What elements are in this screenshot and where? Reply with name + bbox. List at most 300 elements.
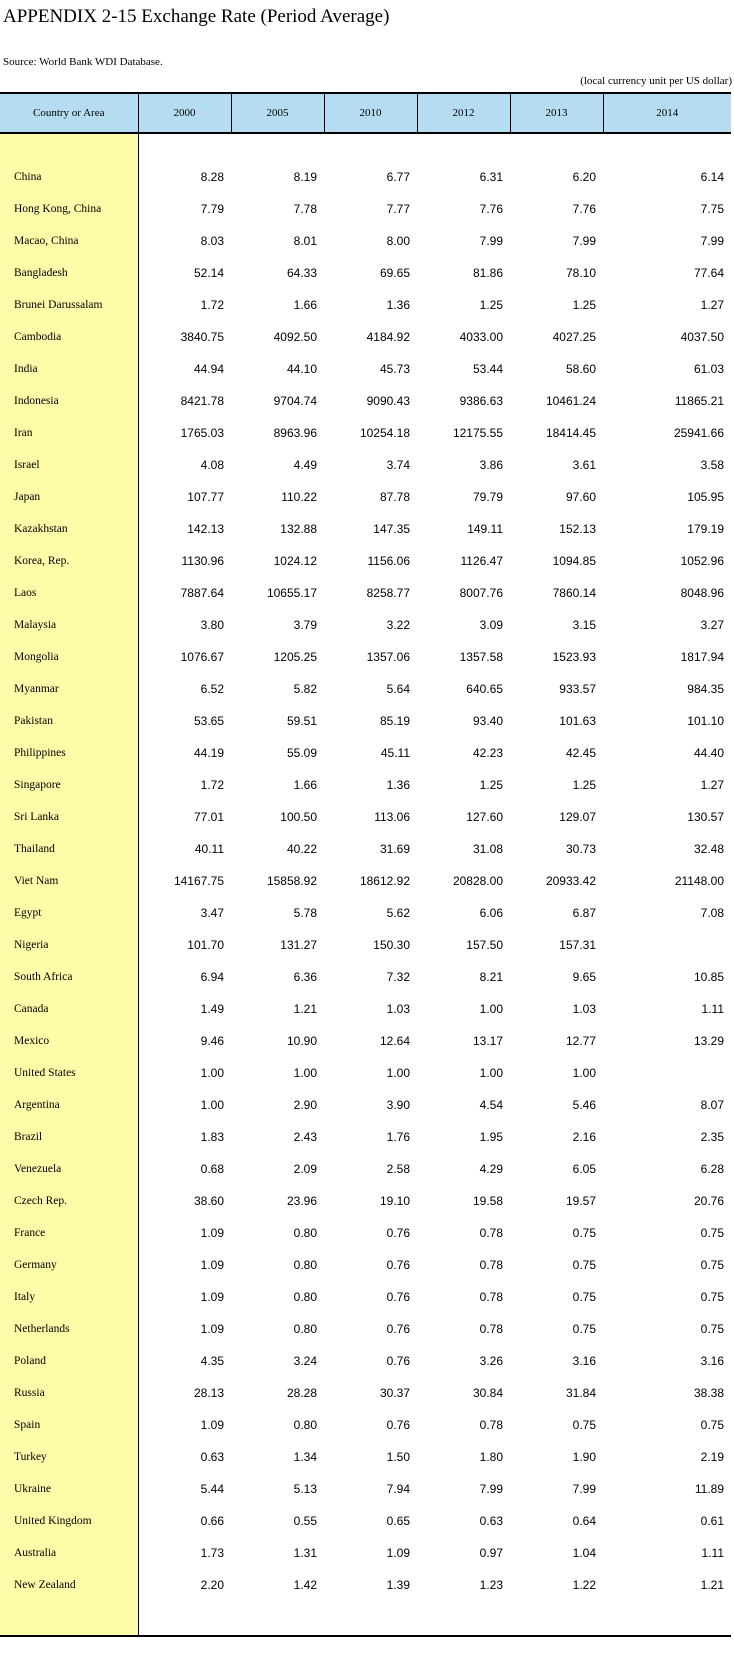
cell-value-2013: 933.57 — [559, 682, 596, 696]
cell-value-2010: 0.76 — [386, 1354, 410, 1368]
cell-country: Italy — [0, 1281, 138, 1313]
cell-value-2005: 55.09 — [286, 746, 317, 760]
table-row — [0, 257, 731, 289]
column-header-country: Country or Area — [0, 93, 138, 133]
column-header-2005: 2005 — [231, 93, 324, 133]
cell-value-2013: 31.84 — [565, 1386, 596, 1400]
table-row — [0, 1505, 731, 1537]
table-bottom-spacer — [0, 1601, 731, 1636]
column-header-2014: 2014 — [603, 93, 731, 133]
table-row — [0, 161, 731, 193]
cell-country: Viet Nam — [0, 865, 138, 897]
cell-country: Japan — [0, 481, 138, 513]
cell-value-2005: 5.13 — [293, 1482, 317, 1496]
cell-value-2000: 8.03 — [200, 234, 224, 248]
cell-value-2005: 1205.25 — [273, 650, 317, 664]
cell-value-2013: 12.77 — [565, 1034, 596, 1048]
cell-value-2014: 101.10 — [687, 714, 724, 728]
cell-value-2012: 12175.55 — [452, 426, 503, 440]
cell-value-2000: 3.47 — [200, 906, 224, 920]
cell-value-2005: 23.96 — [286, 1194, 317, 1208]
cell-value-2005: 2.90 — [293, 1098, 317, 1112]
cell-value-2000: 1.00 — [200, 1098, 224, 1112]
cell-value-2013: 1.04 — [572, 1546, 596, 1560]
cell-value-2014: 13.29 — [693, 1034, 724, 1048]
cell-value-2005: 6.36 — [293, 970, 317, 984]
cell-value-2012: 157.50 — [466, 938, 503, 952]
cell-value-2012: 6.31 — [479, 170, 503, 184]
table-row — [0, 609, 731, 641]
table-row — [0, 961, 731, 993]
column-header-2010: 2010 — [324, 93, 417, 133]
cell-value-2000: 1.73 — [200, 1546, 224, 1560]
cell-value-2005: 8963.96 — [273, 426, 317, 440]
cell-value-2000: 28.13 — [193, 1386, 224, 1400]
cell-value-2013: 18414.45 — [545, 426, 596, 440]
cell-value-2012: 149.11 — [467, 522, 503, 536]
table-row — [0, 641, 731, 673]
cell-value-2012: 93.40 — [472, 714, 503, 728]
cell-value-2010: 4184.92 — [366, 330, 410, 344]
cell-value-2005: 4.49 — [293, 458, 317, 472]
table-top-spacer — [0, 133, 731, 161]
cell-value-2010: 87.78 — [379, 490, 410, 504]
cell-value-2014: 1.21 — [700, 1578, 724, 1592]
cell-value-2013: 101.63 — [559, 714, 596, 728]
cell-value-2005: 9704.74 — [273, 394, 317, 408]
cell-value-2010: 8.00 — [386, 234, 410, 248]
cell-value-2014: 130.57 — [687, 810, 724, 824]
cell-country: Netherlands — [0, 1313, 138, 1345]
cell-value-2012: 4.54 — [479, 1098, 503, 1112]
cell-value-2012: 3.86 — [479, 458, 503, 472]
cell-value-2013: 7.99 — [572, 1482, 596, 1496]
cell-value-2014: 3.16 — [700, 1354, 724, 1368]
cell-value-2005: 0.80 — [293, 1322, 317, 1336]
cell-value-2005: 100.50 — [280, 810, 317, 824]
cell-value-2010: 85.19 — [379, 714, 410, 728]
cell-value-2010: 45.73 — [379, 362, 410, 376]
cell-value-2010: 9090.43 — [366, 394, 410, 408]
cell-value-2005: 10655.17 — [266, 586, 317, 600]
table-row — [0, 897, 731, 929]
cell-value-2010: 69.65 — [379, 266, 410, 280]
cell-value-2000: 1.09 — [200, 1418, 224, 1432]
cell-value-2010: 1357.06 — [366, 650, 410, 664]
cell-value-2012: 3.26 — [479, 1354, 503, 1368]
table-row — [0, 1537, 731, 1569]
cell-value-2000: 1.09 — [200, 1322, 224, 1336]
cell-value-2000: 7.79 — [200, 202, 224, 216]
cell-value-2000: 1.83 — [200, 1130, 224, 1144]
cell-value-2013: 3.15 — [572, 618, 596, 632]
cell-value-2014: 0.75 — [700, 1418, 724, 1432]
cell-value-2012: 4033.00 — [459, 330, 503, 344]
cell-value-2000: 1.09 — [200, 1290, 224, 1304]
cell-country: Singapore — [0, 769, 138, 801]
cell-value-2013: 78.10 — [565, 266, 596, 280]
cell-value-2000: 0.66 — [200, 1514, 224, 1528]
cell-value-2000: 0.68 — [200, 1162, 224, 1176]
cell-value-2005: 132.88 — [280, 522, 317, 536]
cell-value-2013: 1094.85 — [552, 554, 596, 568]
cell-value-2010: 1.00 — [386, 1066, 410, 1080]
cell-value-2013: 7.76 — [572, 202, 596, 216]
table-row — [0, 1409, 731, 1441]
table-row — [0, 193, 731, 225]
cell-country: Czech Rep. — [0, 1185, 138, 1217]
table-row — [0, 1185, 731, 1217]
cell-value-2014: 1.27 — [700, 298, 724, 312]
cell-country: Nigeria — [0, 929, 138, 961]
cell-value-2013: 10461.24 — [545, 394, 596, 408]
cell-value-2010: 1.03 — [386, 1002, 410, 1016]
cell-value-2005: 10.90 — [286, 1034, 317, 1048]
table-row — [0, 417, 731, 449]
cell-value-2014: 2.19 — [700, 1450, 724, 1464]
table-row — [0, 1345, 731, 1377]
cell-value-2005: 7.78 — [293, 202, 317, 216]
cell-value-2010: 18612.92 — [359, 874, 410, 888]
cell-value-2000: 101.70 — [187, 938, 224, 952]
cell-value-2014 — [603, 1057, 731, 1089]
cell-value-2014: 8048.96 — [680, 586, 724, 600]
cell-value-2005: 1.34 — [293, 1450, 317, 1464]
cell-value-2012: 13.17 — [472, 1034, 503, 1048]
cell-value-2010: 1.50 — [386, 1450, 410, 1464]
cell-value-2010: 1156.06 — [367, 554, 410, 568]
cell-value-2014: 8.07 — [700, 1098, 724, 1112]
cell-country: Brazil — [0, 1121, 138, 1153]
cell-value-2005: 2.43 — [293, 1130, 317, 1144]
cell-value-2012: 4.29 — [479, 1162, 503, 1176]
cell-value-2000: 5.44 — [200, 1482, 224, 1496]
cell-value-2012: 1.00 — [479, 1066, 503, 1080]
cell-country: Germany — [0, 1249, 138, 1281]
cell-value-2014: 3.58 — [700, 458, 724, 472]
cell-value-2000: 8421.78 — [180, 394, 224, 408]
cell-value-2013: 4027.25 — [552, 330, 596, 344]
cell-value-2005: 40.22 — [286, 842, 317, 856]
cell-value-2012: 42.23 — [472, 746, 503, 760]
cell-value-2013: 6.05 — [572, 1162, 596, 1176]
cell-country: Egypt — [0, 897, 138, 929]
cell-value-2012: 7.99 — [479, 234, 503, 248]
cell-country: Macao, China — [0, 225, 138, 257]
cell-country: United States — [0, 1057, 138, 1089]
cell-value-2014: 1817.94 — [680, 650, 724, 664]
cell-value-2013: 19.57 — [565, 1194, 596, 1208]
table-row — [0, 833, 731, 865]
cell-value-2010: 1.39 — [386, 1578, 410, 1592]
cell-value-2005: 1.21 — [293, 1002, 317, 1016]
cell-value-2014: 6.14 — [700, 170, 724, 184]
cell-value-2012: 19.58 — [472, 1194, 503, 1208]
unit-note: (local currency unit per US dollar) — [580, 75, 732, 87]
cell-value-2000: 4.08 — [200, 458, 224, 472]
cell-value-2000: 6.94 — [200, 970, 224, 984]
cell-country: Turkey — [0, 1441, 138, 1473]
cell-value-2013: 58.60 — [565, 362, 596, 376]
table-row — [0, 1025, 731, 1057]
cell-value-2005: 3.24 — [293, 1354, 317, 1368]
cell-value-2005: 3.79 — [293, 618, 317, 632]
table-row — [0, 577, 731, 609]
cell-value-2014: 44.40 — [693, 746, 724, 760]
cell-value-2013: 1.25 — [572, 778, 596, 792]
cell-value-2005: 5.82 — [293, 682, 317, 696]
cell-value-2005: 5.78 — [293, 906, 317, 920]
cell-value-2000: 40.11 — [194, 842, 224, 856]
cell-value-2000: 14167.75 — [173, 874, 224, 888]
cell-value-2000: 1130.96 — [181, 554, 224, 568]
cell-country: Malaysia — [0, 609, 138, 641]
cell-value-2010: 0.76 — [386, 1418, 410, 1432]
table-row — [0, 1089, 731, 1121]
cell-value-2013: 6.20 — [572, 170, 596, 184]
cell-country: Israel — [0, 449, 138, 481]
cell-value-2014: 21148.00 — [674, 874, 724, 888]
cell-value-2013: 157.31 — [559, 938, 596, 952]
cell-country: Australia — [0, 1537, 138, 1569]
cell-country: Cambodia — [0, 321, 138, 353]
cell-value-2012: 79.79 — [472, 490, 503, 504]
table-row — [0, 289, 731, 321]
table-row — [0, 673, 731, 705]
cell-value-2000: 9.46 — [200, 1034, 224, 1048]
cell-value-2013: 7.99 — [572, 234, 596, 248]
cell-value-2013: 0.75 — [572, 1258, 596, 1272]
table-row — [0, 449, 731, 481]
cell-value-2010: 2.58 — [386, 1162, 410, 1176]
cell-value-2012: 31.08 — [472, 842, 503, 856]
cell-value-2013: 3.61 — [572, 458, 596, 472]
cell-value-2010: 7.77 — [386, 202, 410, 216]
cell-value-2014: 61.03 — [693, 362, 724, 376]
table-row — [0, 321, 731, 353]
cell-value-2012: 0.78 — [479, 1258, 503, 1272]
cell-value-2013: 1.90 — [572, 1450, 596, 1464]
cell-value-2012: 3.09 — [479, 618, 503, 632]
cell-value-2013: 0.75 — [572, 1418, 596, 1432]
cell-value-2010: 12.64 — [379, 1034, 410, 1048]
column-header-2013: 2013 — [510, 93, 603, 133]
cell-value-2014: 3.27 — [700, 618, 724, 632]
cell-value-2010: 3.90 — [386, 1098, 410, 1112]
cell-value-2012: 1.25 — [479, 778, 503, 792]
cell-country: Russia — [0, 1377, 138, 1409]
cell-value-2000: 52.14 — [193, 266, 224, 280]
exchange-rate-table — [0, 92, 731, 1637]
table-row — [0, 385, 731, 417]
cell-value-2010: 0.65 — [386, 1514, 410, 1528]
cell-value-2010: 19.10 — [379, 1194, 410, 1208]
cell-value-2000: 142.13 — [187, 522, 224, 536]
cell-value-2012: 81.86 — [472, 266, 503, 280]
cell-value-2014: 984.35 — [687, 682, 724, 696]
cell-value-2013: 7860.14 — [552, 586, 596, 600]
cell-country: Canada — [0, 993, 138, 1025]
table-row — [0, 993, 731, 1025]
cell-value-2014: 38.38 — [693, 1386, 724, 1400]
cell-value-2010: 5.64 — [386, 682, 410, 696]
cell-value-2012: 1.80 — [479, 1450, 503, 1464]
cell-value-2005: 8.01 — [293, 234, 317, 248]
cell-value-2012: 1357.58 — [459, 650, 503, 664]
cell-value-2000: 4.35 — [200, 1354, 224, 1368]
cell-country: Argentina — [0, 1089, 138, 1121]
table-row — [0, 481, 731, 513]
table-row — [0, 513, 731, 545]
cell-country: Mexico — [0, 1025, 138, 1057]
table-row — [0, 1281, 731, 1313]
table-row — [0, 1569, 731, 1601]
cell-value-2013: 0.75 — [572, 1290, 596, 1304]
cell-value-2010: 7.32 — [386, 970, 410, 984]
cell-value-2005: 1.00 — [293, 1066, 317, 1080]
cell-country: Philippines — [0, 737, 138, 769]
cell-value-2014: 1.27 — [700, 778, 724, 792]
cell-value-2014: 11.89 — [694, 1482, 724, 1496]
cell-value-2014: 2.35 — [700, 1130, 724, 1144]
cell-value-2000: 3.80 — [200, 618, 224, 632]
cell-value-2013: 30.73 — [565, 842, 596, 856]
cell-value-2005: 2.09 — [293, 1162, 317, 1176]
table-row — [0, 353, 731, 385]
cell-value-2012: 7.99 — [479, 1482, 503, 1496]
cell-value-2005: 110.22 — [281, 490, 317, 504]
cell-value-2012: 1.23 — [479, 1578, 503, 1592]
column-header-2000: 2000 — [138, 93, 231, 133]
cell-value-2010: 1.76 — [386, 1130, 410, 1144]
cell-value-2014: 25941.66 — [673, 426, 724, 440]
source-note: Source: World Bank WDI Database. — [3, 56, 163, 68]
table-row — [0, 1377, 731, 1409]
cell-country: Laos — [0, 577, 138, 609]
cell-value-2010: 0.76 — [386, 1226, 410, 1240]
table-row — [0, 705, 731, 737]
cell-value-2000: 53.65 — [193, 714, 224, 728]
cell-value-2014: 0.75 — [700, 1226, 724, 1240]
table-row — [0, 929, 731, 961]
cell-value-2005: 59.51 — [286, 714, 317, 728]
table-row — [0, 1121, 731, 1153]
cell-country: Venezuela — [0, 1153, 138, 1185]
cell-value-2013: 2.16 — [572, 1130, 596, 1144]
cell-value-2000: 77.01 — [193, 810, 224, 824]
cell-value-2014: 11865.21 — [674, 394, 724, 408]
cell-value-2005: 1.42 — [293, 1578, 317, 1592]
cell-value-2012: 0.63 — [479, 1514, 503, 1528]
cell-value-2000: 0.63 — [200, 1450, 224, 1464]
cell-value-2010: 150.30 — [373, 938, 410, 952]
cell-value-2005: 28.28 — [286, 1386, 317, 1400]
cell-value-2000: 1.49 — [200, 1002, 224, 1016]
cell-value-2013: 1.25 — [572, 298, 596, 312]
cell-value-2014: 0.75 — [700, 1290, 724, 1304]
table-row — [0, 1441, 731, 1473]
cell-value-2014: 7.99 — [700, 234, 724, 248]
cell-country: Bangladesh — [0, 257, 138, 289]
cell-value-2000: 44.19 — [193, 746, 224, 760]
cell-value-2013: 42.45 — [565, 746, 596, 760]
cell-value-2010: 3.74 — [386, 458, 410, 472]
cell-country: Ukraine — [0, 1473, 138, 1505]
cell-value-2010: 147.35 — [373, 522, 410, 536]
cell-value-2012: 0.78 — [479, 1226, 503, 1240]
cell-country: Thailand — [0, 833, 138, 865]
cell-value-2014: 105.95 — [687, 490, 724, 504]
cell-value-2012: 30.84 — [472, 1386, 503, 1400]
cell-value-2013: 129.07 — [559, 810, 596, 824]
cell-value-2000: 1.09 — [200, 1226, 224, 1240]
cell-value-2005: 0.80 — [293, 1226, 317, 1240]
cell-value-2005: 0.55 — [293, 1514, 317, 1528]
table-row — [0, 1217, 731, 1249]
cell-value-2010: 6.77 — [386, 170, 410, 184]
cell-country: Kazakhstan — [0, 513, 138, 545]
cell-value-2005: 0.80 — [293, 1258, 317, 1272]
cell-value-2000: 2.20 — [200, 1578, 224, 1592]
cell-value-2014: 32.48 — [693, 842, 724, 856]
cell-country: Spain — [0, 1409, 138, 1441]
cell-value-2013: 1.22 — [572, 1578, 596, 1592]
cell-country: Brunei Darussalam — [0, 289, 138, 321]
cell-value-2000: 44.94 — [193, 362, 224, 376]
cell-value-2013: 5.46 — [572, 1098, 596, 1112]
cell-value-2013: 97.60 — [565, 490, 596, 504]
cell-value-2012: 640.65 — [466, 682, 503, 696]
cell-value-2012: 20828.00 — [452, 874, 503, 888]
cell-value-2000: 1765.03 — [180, 426, 224, 440]
cell-value-2012: 9386.63 — [459, 394, 503, 408]
cell-value-2010: 5.62 — [386, 906, 410, 920]
cell-value-2012: 6.06 — [479, 906, 503, 920]
cell-country: Iran — [0, 417, 138, 449]
cell-value-2014: 1052.96 — [680, 554, 724, 568]
cell-country: Sri Lanka — [0, 801, 138, 833]
cell-country: New Zealand — [0, 1569, 138, 1601]
cell-country: Myanmar — [0, 673, 138, 705]
cell-country: China — [0, 161, 138, 193]
cell-country: Mongolia — [0, 641, 138, 673]
cell-value-2005: 44.10 — [286, 362, 317, 376]
cell-value-2013: 3.16 — [572, 1354, 596, 1368]
cell-value-2005: 1.31 — [293, 1546, 317, 1560]
cell-value-2013: 6.87 — [572, 906, 596, 920]
cell-value-2010: 8258.77 — [366, 586, 410, 600]
cell-value-2010: 0.76 — [386, 1290, 410, 1304]
cell-value-2000: 107.77 — [187, 490, 224, 504]
cell-value-2000: 1.72 — [200, 778, 224, 792]
cell-value-2014: 10.85 — [693, 970, 724, 984]
table-row — [0, 865, 731, 897]
table-row — [0, 545, 731, 577]
cell-country: Indonesia — [0, 385, 138, 417]
cell-country: Pakistan — [0, 705, 138, 737]
cell-value-2012: 127.60 — [466, 810, 503, 824]
cell-value-2012: 53.44 — [472, 362, 503, 376]
cell-value-2012: 8.21 — [479, 970, 503, 984]
cell-value-2005: 0.80 — [293, 1418, 317, 1432]
cell-value-2010: 1.36 — [386, 778, 410, 792]
cell-country: India — [0, 353, 138, 385]
cell-value-2010: 31.69 — [379, 842, 410, 856]
cell-value-2013: 152.13 — [559, 522, 596, 536]
cell-value-2012: 1.00 — [479, 1002, 503, 1016]
cell-value-2000: 3840.75 — [180, 330, 224, 344]
cell-value-2013: 1523.93 — [552, 650, 596, 664]
